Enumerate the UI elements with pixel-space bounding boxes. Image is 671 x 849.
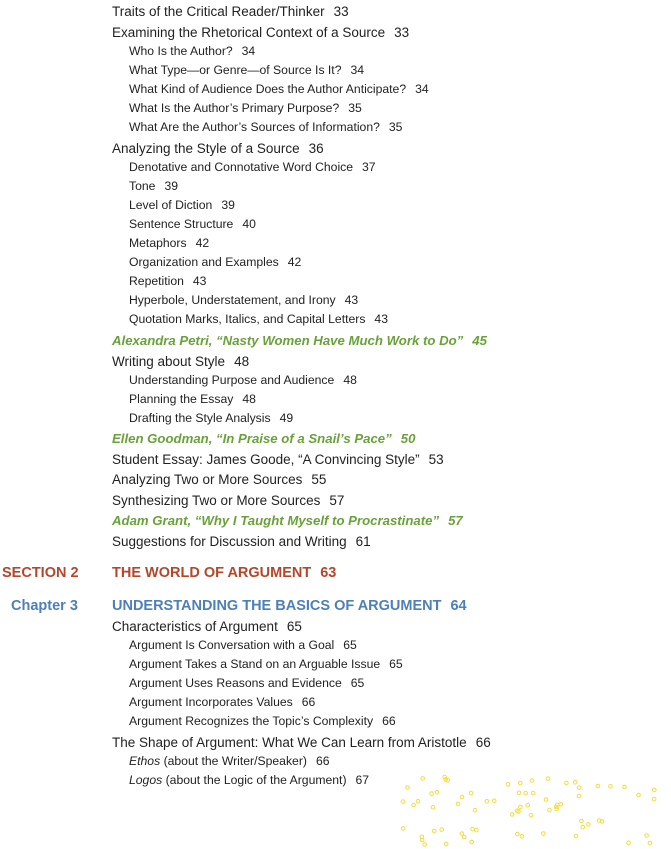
toc-reading-entry: Adam Grant, “Why I Taught Myself to Procrastinate” 57 — [112, 513, 463, 528]
decorative-dot — [581, 825, 585, 829]
section-label: SECTION 2 — [2, 565, 79, 581]
toc-subentry: Argument Uses Reasons and Evidence 65 — [129, 676, 365, 690]
toc-subentry: Understanding Purpose and Audience 48 — [129, 373, 357, 387]
decorative-dot — [485, 800, 489, 804]
toc-subentry: Argument Recognizes the Topic’s Complexity 66 — [129, 714, 396, 728]
decorative-dot — [519, 781, 523, 785]
toc-subentry: Drafting the Style Analysis 49 — [129, 411, 294, 425]
decorative-dot — [510, 813, 514, 817]
toc-reading-entry: Ellen Goodman, “In Praise of a Snail’s Pace” 50 — [112, 431, 416, 446]
decorative-dot — [587, 823, 591, 827]
toc-entry: Student Essay: James Goode, “A Convincing Style” 53 — [112, 452, 444, 467]
decorative-dot — [462, 835, 466, 839]
toc-subentry: What Kind of Audience Does the Author Anticipate? 34 — [129, 82, 429, 96]
decorative-dot-pattern — [396, 772, 671, 849]
decorative-dot — [401, 800, 405, 804]
toc-subentry: Argument Incorporates Values 66 — [129, 695, 316, 709]
section-title: THE WORLD OF ARGUMENT 63 — [112, 565, 337, 581]
decorative-dot — [529, 813, 533, 817]
toc-subentry: Argument Takes a Stand on an Arguable Issue 65 — [129, 657, 403, 671]
toc-subentry: Denotative and Connotative Word Choice 37 — [129, 160, 376, 174]
decorative-dot — [506, 783, 510, 787]
decorative-dot — [577, 786, 581, 790]
decorative-dot — [520, 835, 524, 839]
decorative-dot — [623, 785, 627, 789]
decorative-dot — [637, 793, 641, 797]
decorative-dot — [548, 808, 552, 812]
decorative-dot — [440, 828, 444, 832]
decorative-dot — [573, 780, 577, 784]
decorative-dot — [565, 781, 569, 785]
decorative-dot — [412, 803, 416, 807]
toc-subentry: Organization and Examples 42 — [129, 255, 302, 269]
decorative-dot — [609, 785, 613, 789]
decorative-dot — [416, 799, 420, 803]
chapter-title: UNDERSTANDING THE BASICS OF ARGUMENT 64 — [112, 598, 467, 614]
toc-subentry: Sentence Structure 40 — [129, 217, 256, 231]
toc-subentry: Argument Is Conversation with a Goal 65 — [129, 638, 357, 652]
decorative-dot — [542, 832, 546, 836]
decorative-dot — [471, 827, 475, 831]
toc-entry: Characteristics of Argument 65 — [112, 619, 302, 634]
decorative-dot — [401, 827, 405, 831]
decorative-dot — [596, 784, 600, 788]
decorative-dot — [652, 797, 656, 801]
decorative-dot — [577, 794, 581, 798]
decorative-dot — [470, 840, 474, 844]
toc-entry: Writing about Style 48 — [112, 354, 250, 369]
toc-subentry: Tone 39 — [129, 179, 178, 193]
decorative-dot — [531, 791, 535, 795]
chapter-label: Chapter 3 — [11, 598, 78, 614]
toc-subentry: What Is the Author’s Primary Purpose? 35 — [129, 101, 362, 115]
toc-entry: Analyzing Two or More Sources 55 — [112, 472, 327, 487]
toc-subentry: Planning the Essay 48 — [129, 392, 256, 406]
toc-subentry: What Are the Author’s Sources of Information? 35 — [129, 120, 403, 134]
decorative-dot — [524, 791, 528, 795]
decorative-dot — [653, 788, 657, 792]
toc-subentry: Quotation Marks, Italics, and Capital Letters 43 — [129, 312, 388, 326]
decorative-dot — [627, 841, 631, 845]
decorative-dot — [444, 842, 448, 846]
decorative-dot — [574, 834, 578, 838]
decorative-dot — [456, 802, 460, 806]
toc-entry: Examining the Rhetorical Context of a Source 33 — [112, 25, 410, 40]
decorative-dot — [530, 779, 534, 783]
decorative-dot — [546, 777, 550, 781]
decorative-dot — [580, 819, 584, 823]
toc-subentry: Metaphors 42 — [129, 236, 210, 250]
toc-entry: Traits of the Critical Reader/Thinker 33 — [112, 4, 349, 19]
toc-entry: Suggestions for Discussion and Writing 61 — [112, 534, 371, 549]
decorative-dot — [430, 792, 434, 796]
decorative-dot — [460, 795, 464, 799]
decorative-dot — [519, 805, 523, 809]
dot-group — [401, 775, 656, 846]
toc-subentry: Logos (about the Logic of the Argument) 67 — [129, 773, 370, 787]
decorative-dot — [473, 808, 477, 812]
toc-entry: The Shape of Argument: What We Can Learn from Aristotle 66 — [112, 735, 491, 750]
toc-subentry: Who Is the Author? 34 — [129, 44, 256, 58]
decorative-dot — [648, 841, 652, 845]
toc-subentry: Ethos (about the Writer/Speaker) 66 — [129, 754, 330, 768]
decorative-dot — [492, 799, 496, 803]
decorative-dot — [469, 791, 473, 795]
decorative-dot — [421, 777, 425, 781]
decorative-dot — [517, 791, 521, 795]
toc-subentry: Level of Diction 39 — [129, 198, 235, 212]
toc-reading-entry: Alexandra Petri, “Nasty Women Have Much Work to Do” 45 — [112, 333, 487, 348]
toc-subentry: Repetition 43 — [129, 274, 207, 288]
decorative-dot — [406, 786, 410, 790]
decorative-dot — [435, 790, 439, 794]
decorative-dot — [526, 803, 530, 807]
decorative-dot — [475, 828, 479, 832]
decorative-dot — [460, 832, 464, 836]
toc-entry: Synthesizing Two or More Sources 57 — [112, 493, 345, 508]
toc-subentry: Hyperbole, Understatement, and Irony 43 — [129, 293, 359, 307]
decorative-dot — [432, 829, 436, 833]
toc-entry: Analyzing the Style of a Source 36 — [112, 141, 324, 156]
decorative-dot — [559, 803, 563, 807]
decorative-dot — [423, 843, 427, 847]
decorative-dot — [431, 805, 435, 809]
decorative-dot — [544, 798, 548, 802]
decorative-dot — [516, 832, 520, 836]
toc-subentry: What Type—or Genre—of Source Is It? 34 — [129, 63, 365, 77]
decorative-dot — [645, 834, 649, 838]
